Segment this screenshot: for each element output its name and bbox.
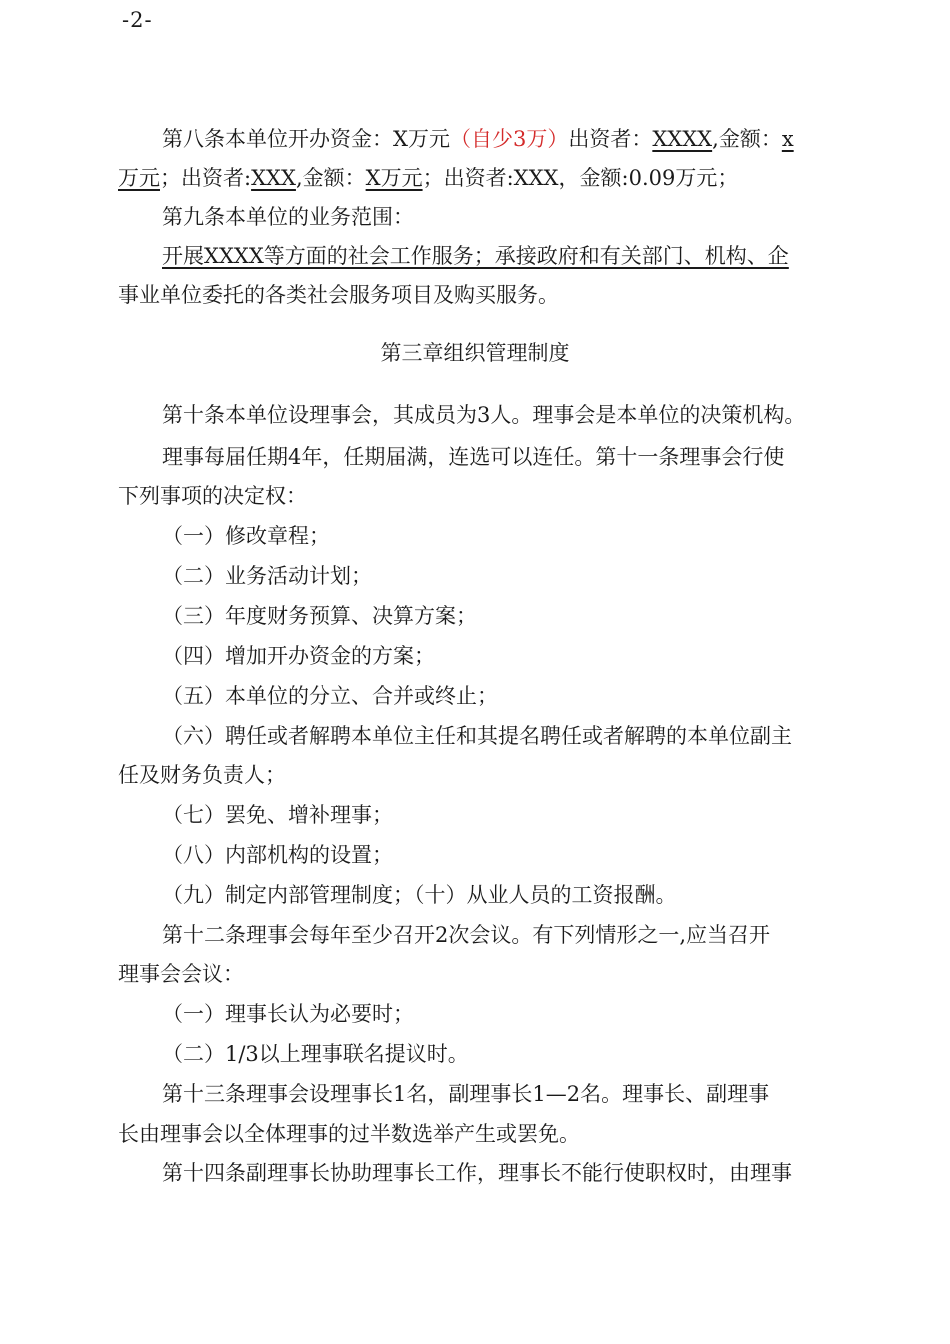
power-item-2: （二）业务活动计划； xyxy=(162,564,372,588)
power-item-4: （四）增加开办资金的方案； xyxy=(162,644,435,668)
investor-label: ；出资者: xyxy=(160,166,252,190)
power-item-6-line-2: 任及财务负责人； xyxy=(118,763,286,787)
article-13-line-2: 长由理事会以全体理事的过半数选举产生或罢免。 xyxy=(118,1122,580,1146)
amount-label: ,金额： xyxy=(295,166,366,190)
amount-blank: x xyxy=(781,127,794,151)
chapter-heading: 第三章组织管理制度 xyxy=(380,341,570,365)
article-9-title: 第九条本单位的业务范围： xyxy=(162,205,414,229)
meeting-condition-2: （二）1/3以上理事联名提议时。 xyxy=(162,1042,469,1066)
amount-blank: X万元 xyxy=(365,166,423,190)
power-item-8: （八）内部机构的设置； xyxy=(162,843,393,867)
power-item-6-line-1: （六）聘任或者解聘本单位主任和其提名聘任或者解聘的本单位副主 xyxy=(162,724,792,748)
article-8-line-2 xyxy=(118,168,738,189)
minimum-amount-note: （自少3万） xyxy=(449,127,569,151)
investor-name-blank: XXX xyxy=(251,166,296,190)
article-10-line-1: 第十条本单位设理事会，其成员为3人。理事会是本单位的决策机构。 xyxy=(162,403,806,427)
article-13-line-1: 第十三条理事会设理事长1名，副理事长1—2名。理事长、副理事 xyxy=(162,1082,770,1106)
amount-label: ,金额： xyxy=(712,127,782,151)
article-12-line-1: 第十二条理事会每年至少召开2次会议。有下列情形之一,应当召开 xyxy=(162,923,771,947)
page-number: -2- xyxy=(122,8,153,32)
article-8-text: 第八条本单位开办资金：X万元 xyxy=(162,127,450,151)
meeting-condition-1: （一）理事长认为必要时； xyxy=(162,1002,414,1026)
business-scope-line-2: 事业单位委托的各类社会服务项目及购买服务。 xyxy=(118,283,559,307)
power-item-7: （七）罢免、增补理事； xyxy=(162,803,393,827)
article-12-line-2: 理事会会议： xyxy=(118,962,244,986)
article-14-line-1: 第十四条副理事长协助理事长工作，理事长不能行使职权时，由理事 xyxy=(162,1161,792,1185)
power-item-1: （一）修改章程； xyxy=(162,524,330,548)
article-8-tail: ；出资者:XXX，金额:0.09万元； xyxy=(422,166,739,190)
investor-name-blank: XXXX xyxy=(652,127,713,151)
article-11-line: 下列事项的决定权： xyxy=(118,484,307,508)
article-8-line-1 xyxy=(162,129,794,150)
power-item-3: （三）年度财务预算、决算方案； xyxy=(162,604,477,628)
investor-label: 出资者： xyxy=(568,127,653,151)
power-item-9-10: （九）制定内部管理制度；（十）从业人员的工资报酬。 xyxy=(162,883,677,907)
power-item-5: （五）本单位的分立、合并或终止； xyxy=(162,684,498,708)
amount-unit-blank: 万元 xyxy=(118,166,160,190)
business-scope-line-1: 开展XXXX等方面的社会工作服务；承接政府和有关部门、机构、企 xyxy=(162,244,789,268)
article-10-line-2: 理事每届任期4年，任期届满，连选可以连任。第十一条理事会行使 xyxy=(162,445,785,469)
